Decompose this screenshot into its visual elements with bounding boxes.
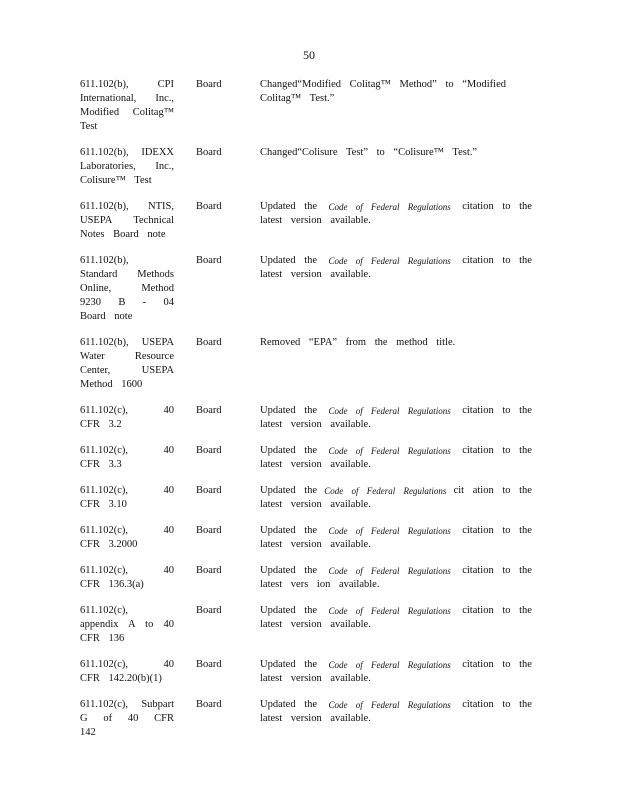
cfr-title: Code of Federal Regulations (328, 256, 451, 266)
description-line (260, 404, 532, 418)
description-tail: citation to the (462, 405, 532, 416)
section-reference: 611.102(b), CPI International, Inc., Modified Colitag™ Test (80, 79, 174, 132)
table-row (80, 200, 532, 242)
description-tail: cit ation to the (453, 485, 532, 496)
description-end: latest version available. (260, 499, 371, 510)
change-description (260, 564, 532, 592)
description-tail: citation to the (462, 659, 532, 670)
cfr-title: Code of Federal Regulations (328, 526, 451, 536)
description-tail: citation to the (462, 255, 532, 266)
description-end: latest version available. (260, 713, 371, 724)
description-end: latest version available. (260, 419, 371, 430)
cfr-title: Code of Federal Regulations (328, 700, 451, 710)
description-lead: Updated the (260, 699, 318, 710)
description-lead: Updated the (260, 445, 318, 456)
change-description (260, 658, 532, 686)
table-row (80, 604, 532, 646)
table-row (80, 254, 532, 324)
section-reference: 611.102(b), Standard Methods Online, Method 9230 B - 04 Board note (80, 255, 174, 322)
description-line (260, 200, 532, 214)
section-reference: 611.102(c), 40 CFR 3.2 (80, 405, 174, 430)
change-description (260, 484, 532, 512)
table-row (80, 698, 532, 740)
description-text: Changed“Modified Colitag™ Method” to “Modified Colitag™ Test.” (260, 79, 506, 104)
change-description (260, 444, 532, 472)
description-lead: Updated the (260, 201, 318, 212)
cfr-title: Code of Federal Regulations (328, 446, 451, 456)
change-description (260, 524, 532, 552)
description-line (260, 564, 532, 578)
page-number: 50 (303, 48, 315, 62)
description-line (260, 604, 532, 618)
description-end: latest version available. (260, 459, 371, 470)
change-description (260, 336, 532, 392)
cfr-title: Code of Federal Regulations (328, 660, 451, 670)
section-reference: 611.102(c), 40 CFR 3.2000 (80, 525, 174, 550)
change-source: Board (196, 405, 222, 416)
description-line (260, 254, 532, 268)
change-description (260, 698, 532, 740)
description-text: Removed “EPA” from the method title. (260, 337, 456, 348)
description-end: latest version available. (260, 269, 371, 280)
description-line (260, 698, 532, 712)
description-lead: Updated the (260, 485, 318, 496)
cfr-title: Code of Federal Regulations (328, 606, 451, 616)
change-source: Board (196, 699, 222, 710)
description-tail: citation to the (462, 565, 532, 576)
change-source: Board (196, 485, 222, 496)
section-reference: 611.102(c), appendix A to 40 CFR 136 (80, 605, 174, 644)
description-lead: Updated the (260, 659, 318, 670)
table-row (80, 444, 532, 472)
description-lead: Updated the (260, 255, 318, 266)
section-reference: 611.102(c), 40 CFR 142.20(b)(1) (80, 659, 174, 684)
description-lead: Updated the (260, 405, 318, 416)
description-end: latest version available. (260, 619, 371, 630)
description-tail: citation to the (462, 445, 532, 456)
description-tail: citation to the (462, 525, 532, 536)
table-row (80, 404, 532, 432)
cfr-title: Code of Federal Regulations (328, 406, 451, 416)
description-line (260, 524, 532, 538)
description-end: latest version available. (260, 539, 371, 550)
change-description (260, 254, 532, 324)
change-description (260, 146, 532, 188)
description-lead: Updated the (260, 605, 318, 616)
section-reference: 611.102(c), 40 CFR 3.3 (80, 445, 174, 470)
description-tail: citation to the (462, 699, 532, 710)
change-description (260, 200, 532, 242)
description-lead: Updated the (260, 525, 318, 536)
change-source: Board (196, 337, 222, 348)
change-description (260, 604, 532, 646)
change-source: Board (196, 565, 222, 576)
table-row (80, 658, 532, 686)
table-row (80, 564, 532, 592)
change-source: Board (196, 659, 222, 670)
section-reference: 611.102(c), 40 CFR 136.3(a) (80, 565, 174, 590)
change-source: Board (196, 147, 222, 158)
change-source: Board (196, 605, 222, 616)
section-reference: 611.102(b), USEPA Water Resource Center, USEPA Method 1600 (80, 337, 174, 390)
description-end: latest version available. (260, 215, 371, 226)
change-source: Board (196, 445, 222, 456)
change-description (260, 78, 532, 134)
description-line (260, 444, 532, 458)
section-reference: 611.102(c), 40 CFR 3.10 (80, 485, 174, 510)
description-line (260, 658, 532, 672)
cfr-title: Code of Federal Regulations (328, 202, 451, 212)
table-row (80, 146, 532, 188)
change-source: Board (196, 201, 222, 212)
amendment-table (80, 78, 532, 752)
table-row (80, 484, 532, 512)
table-row (80, 78, 532, 134)
table-row (80, 336, 532, 392)
description-text: Changed“Colisure Test” to “Colisure™ Test.” (260, 147, 478, 158)
section-reference: 611.102(c), Subpart G of 40 CFR 142 (80, 699, 174, 738)
description-tail: citation to the (462, 605, 532, 616)
description-end: latest version available. (260, 673, 371, 684)
description-lead: Updated the (260, 565, 318, 576)
change-source: Board (196, 255, 222, 266)
description-line (260, 484, 532, 498)
change-source: Board (196, 79, 222, 90)
description-end: latest vers ion available. (260, 579, 380, 590)
table-row (80, 524, 532, 552)
section-reference: 611.102(b), NTIS, USEPA Technical Notes Board note (80, 201, 174, 240)
cfr-title: Code of Federal Regulations (328, 566, 451, 576)
cfr-title: Code of Federal Regulations (324, 486, 447, 496)
change-source: Board (196, 525, 222, 536)
description-tail: citation to the (462, 201, 532, 212)
change-description (260, 404, 532, 432)
section-reference: 611.102(b), IDEXX Laboratories, Inc., Colisure™ Test (80, 147, 174, 186)
